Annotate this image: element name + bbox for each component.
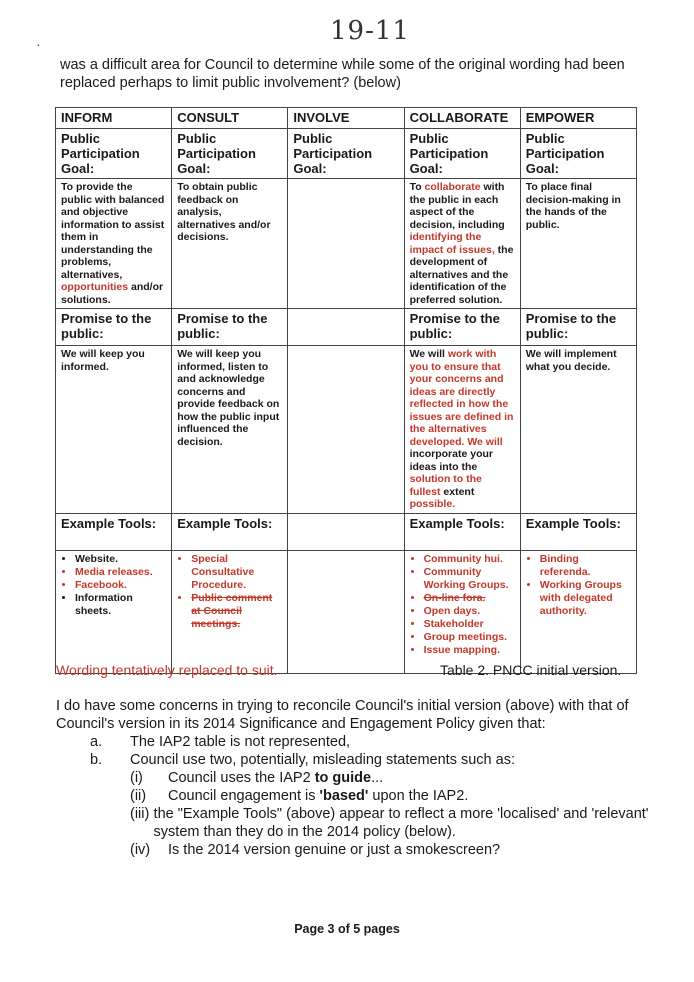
list-marker: a. bbox=[90, 734, 103, 750]
list-text: The IAP2 table is not represented, bbox=[130, 734, 351, 750]
intro-paragraph: was a difficult area for Council to determine while some of the original wording had been replaced perhaps to limit public involvement? (below) bbox=[60, 57, 625, 91]
tools-involve bbox=[288, 550, 404, 673]
list-marker: b. bbox=[90, 752, 103, 768]
goal-label: Public Participation Goal: bbox=[288, 129, 404, 179]
promise-collaborate: We will work with you to ensure that your concerns and ideas are directly reflected in how the issues are defined in the alternatives developed. We will incorporate your ideas into the solution to the fullest extent possible. bbox=[404, 346, 520, 514]
promise-inform: We will keep you informed. bbox=[56, 346, 172, 514]
list-marker: (i) bbox=[130, 770, 143, 786]
list-item: • Information sheets. bbox=[75, 592, 166, 618]
tools-label: Example Tools: bbox=[520, 513, 636, 550]
goal-label: Public Participation Goal: bbox=[520, 129, 636, 179]
list-text: the "Example Tools" (above) appear to reflect a more 'localised' and 'relevant' system than they do in the 2014 policy (below). bbox=[153, 806, 649, 840]
tools-label: Example Tools: bbox=[56, 513, 172, 550]
promise-label bbox=[288, 309, 404, 346]
list-item: • On-line fora. bbox=[424, 592, 515, 605]
handwritten-page-number: 19-11 bbox=[330, 16, 410, 46]
list-item: • Special Consultative Procedure. bbox=[191, 553, 282, 592]
list-marker: (ii) bbox=[130, 788, 147, 804]
goal-collaborate: To collaborate with the public in each aspect of the decision, including identifying the impact of issues, the development of alternatives and the identification of the preferred solution. bbox=[404, 179, 520, 309]
promise-label: Promise to the public: bbox=[172, 309, 288, 346]
tools-label: Example Tools: bbox=[404, 513, 520, 550]
tools-label bbox=[288, 513, 404, 550]
goal-consult: To obtain public feedback on analysis, alternatives and/or decisions. bbox=[172, 179, 288, 309]
list-item bbox=[130, 769, 650, 787]
tools-collaborate bbox=[404, 550, 520, 673]
list-item bbox=[90, 751, 650, 769]
stray-mark: · bbox=[36, 36, 41, 52]
concerns-paragraph: I do have some concerns in trying to reconcile Council's initial version (above) with that of Council's version in its 2014 Significance and Engagement Policy given that: bbox=[56, 698, 629, 732]
promise-empower: We will implement what you decide. bbox=[520, 346, 636, 514]
sub-list bbox=[130, 769, 650, 859]
list-item: • Community Working Groups. bbox=[424, 566, 515, 592]
goal-involve bbox=[288, 179, 404, 309]
tools-inform bbox=[56, 550, 172, 673]
goal-empower: To place final decision-making in the hands of the public. bbox=[520, 179, 636, 309]
table-caption: Table 2. PNCC initial version. bbox=[440, 662, 622, 678]
list-item: • Binding referenda. bbox=[540, 553, 631, 579]
list-item: • Working Groups with delegated authority. bbox=[540, 579, 631, 618]
header-involve: INVOLVE bbox=[288, 108, 404, 129]
promise-label: Promise to the public: bbox=[404, 309, 520, 346]
list-item: • Media releases. bbox=[75, 566, 166, 579]
header-empower: EMPOWER bbox=[520, 108, 636, 129]
list-text: Council use two, potentially, misleading statements such as: bbox=[130, 752, 515, 768]
list-item bbox=[90, 733, 650, 751]
list-item: • Public comment at Council meetings. bbox=[191, 592, 282, 631]
list-marker: (iv) bbox=[130, 842, 151, 858]
header-collaborate: COLLABORATE bbox=[404, 108, 520, 129]
promise-label: Promise to the public: bbox=[56, 309, 172, 346]
iap2-spectrum-table bbox=[55, 107, 637, 674]
tools-list-row bbox=[56, 550, 637, 673]
list-item bbox=[130, 841, 650, 859]
list-text: Is the 2014 version genuine or just a smokescreen? bbox=[168, 842, 501, 858]
list-item bbox=[130, 805, 650, 841]
goal-label-row bbox=[56, 129, 637, 179]
promise-label-row bbox=[56, 309, 637, 346]
goal-inform: To provide the public with balanced and objective information to assist them in understanding the problems, alternatives, opportunities and/or solutions. bbox=[56, 179, 172, 309]
list-marker: (iii) bbox=[130, 806, 150, 822]
list-item: • Facebook. bbox=[75, 579, 166, 592]
concerns-list bbox=[90, 733, 650, 859]
tools-label: Example Tools: bbox=[172, 513, 288, 550]
list-item bbox=[130, 787, 650, 805]
page-footer: Page 3 of 5 pages bbox=[294, 922, 400, 936]
list-text: Council engagement is 'based' upon the IAP2. bbox=[168, 788, 469, 804]
goal-label: Public Participation Goal: bbox=[404, 129, 520, 179]
list-item: • Stakeholder bbox=[424, 618, 515, 631]
tools-consult bbox=[172, 550, 288, 673]
list-item: • Website. bbox=[75, 553, 166, 566]
goal-label: Public Participation Goal: bbox=[172, 129, 288, 179]
tools-label-row bbox=[56, 513, 637, 550]
goal-label: Public Participation Goal: bbox=[56, 129, 172, 179]
promise-text-row bbox=[56, 346, 637, 514]
list-item: • Group meetings. bbox=[424, 631, 515, 644]
list-text: Council uses the IAP2 to guide... bbox=[168, 770, 384, 786]
header-inform: INFORM bbox=[56, 108, 172, 129]
goal-text-row bbox=[56, 179, 637, 309]
list-item: • Issue mapping. bbox=[424, 644, 515, 657]
list-item: • Open days. bbox=[424, 605, 515, 618]
promise-consult: We will keep you informed, listen to and acknowledge concerns and provide feedback on how the public input influenced the decision. bbox=[172, 346, 288, 514]
tools-empower bbox=[520, 550, 636, 673]
header-consult: CONSULT bbox=[172, 108, 288, 129]
header-row bbox=[56, 108, 637, 129]
promise-label: Promise to the public: bbox=[520, 309, 636, 346]
list-item: • Community hui. bbox=[424, 553, 515, 566]
caption-wording-note: Wording tentatively replaced to suit. bbox=[56, 662, 278, 678]
promise-involve bbox=[288, 346, 404, 514]
